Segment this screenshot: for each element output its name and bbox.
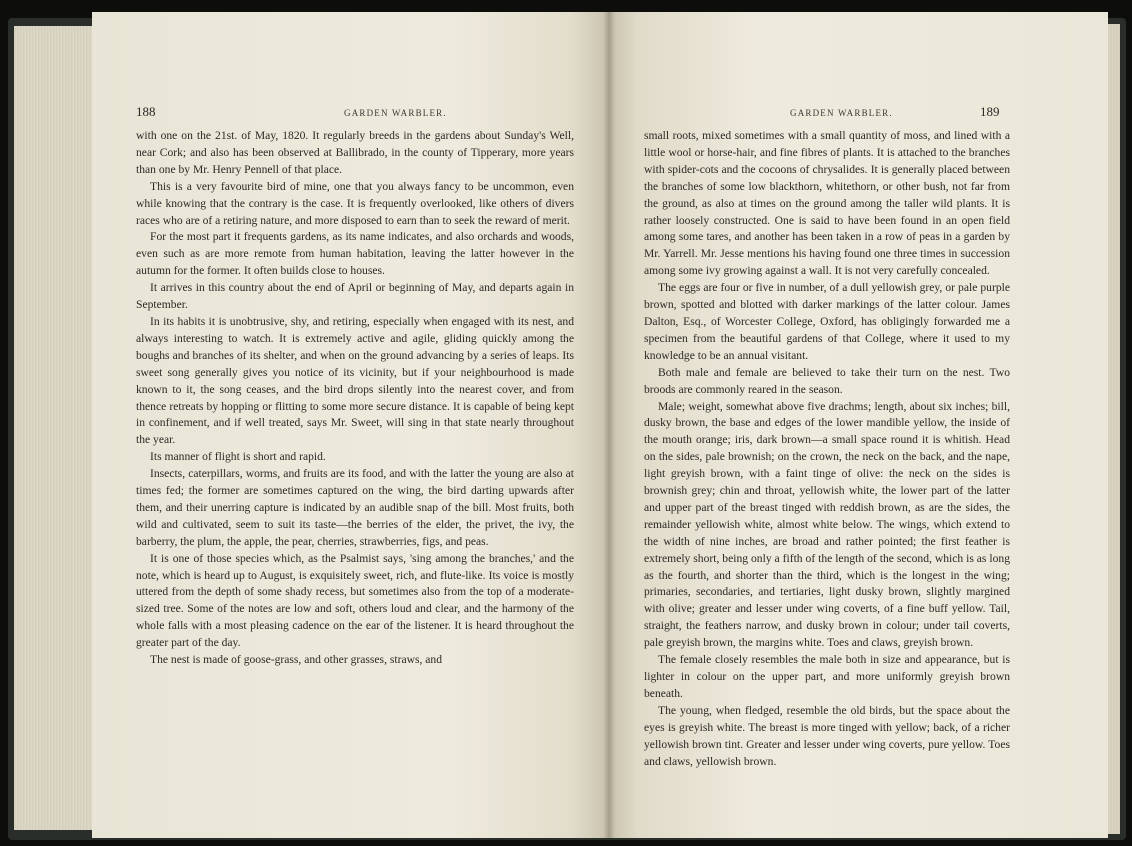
left-page-number: 188 xyxy=(136,104,156,119)
left-page xyxy=(92,12,608,838)
right-page xyxy=(608,12,1108,838)
paragraph: This is a very favourite bird of mine, one that you always fancy to be uncommon, even while knowing that the contrary is the case. It is frequently overlooked, like others of divers races who are of a retiring nature, and more disposed to earn than to seek the reward of merit. xyxy=(136,179,574,227)
paragraph: Its manner of flight is short and rapid. xyxy=(150,450,326,464)
book-gutter xyxy=(603,12,615,838)
paragraph: small roots, mixed sometimes with a small quantity of moss, and lined with a little wool or horse-hair, and fine fibres of plants. It is attached to the branches with spider-cots and the cocoons of chrysalides. It is generally placed between the branches of some low blackthorn, whitethorn, or other bush, not far from the ground, as also at times on the ground among the taller wild plants. It is rather loosely constructed. One is said to have been found in an open field among some tares, and another has been taken in a row of peas in a garden by Mr. Yarrell. Mr. Jesse mentions his having found one three times in succession among some ivy growing against a wall. It is not very carefully concealed. xyxy=(644,129,1010,278)
right-page-number: 189 xyxy=(980,104,1000,119)
paragraph: The nest is made of goose-grass, and other grasses, straws, and xyxy=(150,653,443,667)
paragraph: It arrives in this country about the end of April or beginning of May, and departs again in September. xyxy=(136,281,574,312)
paragraph: with one on the 21st. of May, 1820. It regularly breeds in the gardens about Sunday's Well, near Cork; and also has been observed at Ballibrado, in the county of Tipperary, more years than one by Mr. Henry Pennell of that place. xyxy=(136,129,574,176)
paragraph: The female closely resembles the male both in size and appearance, but is lighter in colour on the upper part, and more uniformly greyish brown beneath. xyxy=(644,653,1010,700)
paragraph: For the most part it frequents gardens, as its name indicates, and also orchards and woods, even such as are more remote from human habitation, leaving the latter however in the autumn for the former. It often builds close to houses. xyxy=(136,230,574,278)
paragraph: The eggs are four or five in number, of a dull yellowish grey, or pale purple brown, spotted and blotted with darker markings of the latter colour. James Dalton, Esq., of Worcester College, Oxford, has obligingly forwarded me a specimen from the beautiful gardens of that College, where it used to my knowledge to be an annual visitant. xyxy=(644,281,1010,362)
paragraph: The young, when fledged, resemble the old birds, but the space about the eyes is greyish white. The breast is more tinged with yellow; back, of a richer yellowish brown tint. Greater and lesser under wing coverts, pure yellow. Toes and claws, yellowish brown. xyxy=(644,703,1010,768)
paragraph: Both male and female are believed to take their turn on the nest. Two broods are commonly reared in the season. xyxy=(644,365,1010,396)
right-running-head: GARDEN WARBLER. xyxy=(790,108,893,118)
paragraph: Male; weight, somewhat above five drachms; length, about six inches; bill, dusky brown, the base and edges of the lower mandible yellow, the inside of the mouth orange; iris, dark brown—a small space round it is whitish. Head on the sides, pale brownish; on the crown, the neck on the back, and the nape, light greyish brown, with a faint tinge of olive: the neck on the sides is brownish grey; chin and throat, yellowish white, the lower part of the latter and upper part of the breast tinged with reddish brown, as are the sides, the remainder yellowish white, almost white below. The wings, which extend to the width of nine inches, are broad and rather pointed; the first feather is extremely short, being only a fifth of the length of the second, which is as long as the fourth, and shorter than the third, which is the longest in the wing; primaries, secondaries, and tertiaries, light dusky brown, slightly margined with olive; greater and lesser under wing coverts, of a fine buff yellow. Tail, straight, the feathers narrow, and dusky brown in colour; under tail coverts, pale greyish brown, the margins white. Toes and claws, greyish brown. xyxy=(644,399,1010,650)
left-page-text xyxy=(136,128,574,669)
paragraph: It is one of those species which, as the Psalmist says, 'sing among the branches,' and the note, which is heard up to August, is exquisitely sweet, rich, and flute-like. Its voice is mostly uttered from the depth of some shady recess, but sometimes also from the top of a moderate-sized tree. Some of the notes are low and soft, others loud and clear, and the harmony of the whole falls with a most pleasing cadence on the ear of the listener. It is heard throughout the greater part of the day. xyxy=(136,551,574,650)
paragraph: In its habits it is unobtrusive, shy, and retiring, especially when engaged with its nest, and always interesting to watch. It is extremely active and agile, gliding quickly among the boughs and branches of its shelter, and when on the ground advancing by a series of leaps. Its sweet song generally gives you notice of its vicinity, but if your neighbourhood is made known to it, the song ceases, and the bird drops silently into the nearest cover, and from thence retreats by hopping or flitting to some more secure distance. It is capable of being kept in confinement, and if well treated, says Mr. Sweet, will sing in that state nearly throughout the year. xyxy=(136,314,574,447)
page-edges-left xyxy=(14,26,94,830)
left-running-head: GARDEN WARBLER. xyxy=(344,108,447,118)
right-page-text xyxy=(644,128,1010,770)
paragraph: Insects, caterpillars, worms, and fruits are its food, and with the latter the young are also at times fed; the former are sometimes captured on the wing, the bird darting upwards after them, and their unerring capture is indicated by an audible snap of the bill. Most fruits, both wild and cultivated, seem to suit its taste—the berries of the elder, the privet, the ivy, the barberry, the plum, the apple, the pear, cherries, strawberries, figs, and peas. xyxy=(136,467,574,548)
